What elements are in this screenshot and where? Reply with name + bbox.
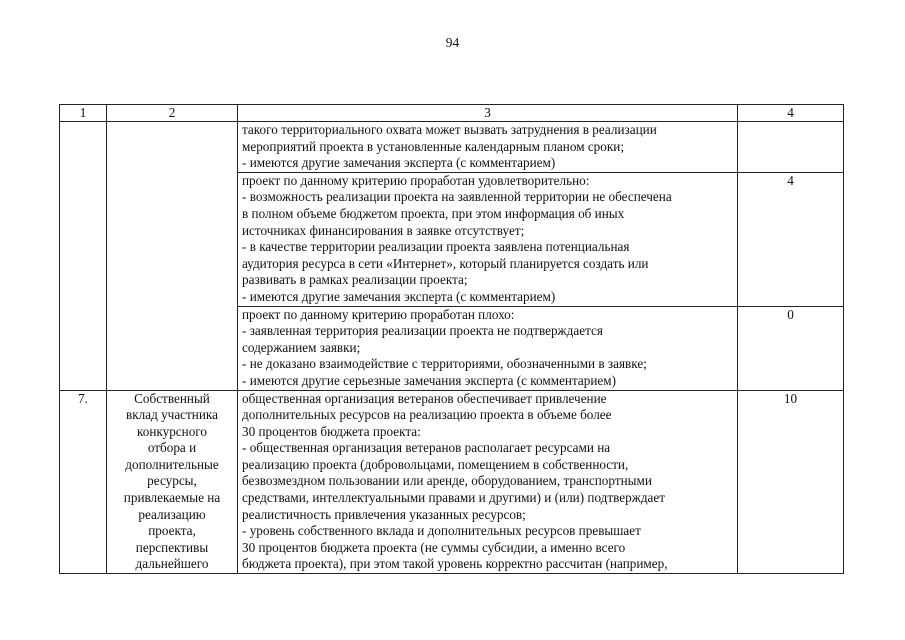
description-line: - имеются другие замечания эксперта (с комментарием): [242, 288, 556, 304]
criterion-index: 7.: [60, 390, 107, 574]
header-col-2: 2: [107, 105, 238, 122]
description-line: мероприятий проекта в установленные календарным планом сроки;: [242, 138, 624, 154]
description-cell: [238, 306, 738, 390]
description-line: содержанием заявки;: [242, 339, 361, 355]
description-line: безвозмездном пользовании или аренде, оборудованием, транспортными: [242, 473, 652, 489]
score-cell: 10: [738, 390, 844, 574]
criterion-title-line: реализацию: [138, 506, 206, 522]
description-line: - имеются другие серьезные замечания эксперта (с комментарием): [242, 372, 617, 388]
description-line: источниках финансирования в заявке отсутствует;: [242, 222, 525, 238]
description-line: в полном объеме бюджетом проекта, при этом информация об иных: [242, 205, 625, 221]
page-number: 94: [445, 35, 460, 50]
criterion-cell-empty: [107, 122, 238, 391]
criterion-title-cell: [107, 390, 238, 574]
criterion-title-line: перспективы: [135, 539, 209, 555]
description-line: - заявленная территория реализации проекта не подтверждается: [242, 323, 603, 339]
criterion-title-line: отбора и: [147, 440, 197, 456]
header-col-3: 3: [238, 105, 738, 122]
description-line: аудитория ресурса в сети «Интернет», который планируется создать или: [242, 255, 649, 271]
description-cell: [238, 172, 738, 306]
description-line: реалистичность привлечения указанных ресурсов;: [242, 506, 526, 522]
description-line: дополнительных ресурсов на реализацию проекта в объеме более: [242, 407, 612, 423]
description-line: проект по данному критерию проработан плохо:: [242, 306, 515, 322]
table-header-row: [60, 105, 844, 122]
table-row: [60, 122, 844, 173]
description-line: 30 процентов бюджета проекта (не суммы субсидии, а именно всего: [242, 539, 626, 555]
criterion-title-line: привлекаемые на: [123, 490, 221, 506]
description-cell: [238, 390, 738, 574]
description-line: - общественная организация ветеранов располагает ресурсами на: [242, 440, 611, 456]
criterion-title-line: проекта,: [148, 523, 196, 539]
description-line: проект по данному критерию проработан удовлетворительно:: [242, 172, 590, 188]
description-line: средствами, интеллектуальными правами и другими) и (или) подтверждает: [242, 490, 666, 506]
description-line: - не доказано взаимодействие с территориями, обозначенными в заявке;: [242, 356, 647, 372]
table-row: [60, 390, 844, 574]
description-line: бюджета проекта), при этом такой уровень корректно рассчитан (например,: [242, 556, 668, 572]
index-cell-empty: [60, 122, 107, 391]
score-cell: [738, 122, 844, 173]
description-line: 30 процентов бюджета проекта:: [242, 423, 421, 439]
description-line: общественная организация ветеранов обеспечивает привлечение: [242, 390, 607, 406]
description-line: такого территориального охвата может вызвать затруднения в реализации: [242, 122, 657, 137]
header-col-4: 4: [738, 105, 844, 122]
criterion-title-line: Собственный: [134, 390, 210, 406]
header-col-1: 1: [60, 105, 107, 122]
description-line: - возможность реализации проекта на заявленной территории не обеспечена: [242, 189, 672, 205]
criterion-title-line: дополнительные: [125, 456, 219, 472]
description-line: развивать в рамках реализации проекта;: [242, 272, 468, 288]
criterion-title-line: дальнейшего: [135, 556, 209, 572]
description-line: - имеются другие замечания эксперта (с комментарием): [242, 155, 556, 171]
criteria-table: [59, 104, 844, 574]
description-line: - уровень собственного вклада и дополнительных ресурсов превышает: [242, 523, 641, 539]
description-cell: [238, 122, 738, 173]
description-line: реализацию проекта (добровольцами, помещением в собственности,: [242, 456, 629, 472]
score-cell: 0: [738, 306, 844, 390]
criterion-title-line: конкурсного: [137, 423, 207, 439]
criterion-title-line: ресурсы,: [147, 473, 197, 489]
description-line: - в качестве территории реализации проекта заявлена потенциальная: [242, 239, 630, 255]
criterion-title-line: вклад участника: [126, 407, 218, 423]
score-cell: 4: [738, 172, 844, 306]
